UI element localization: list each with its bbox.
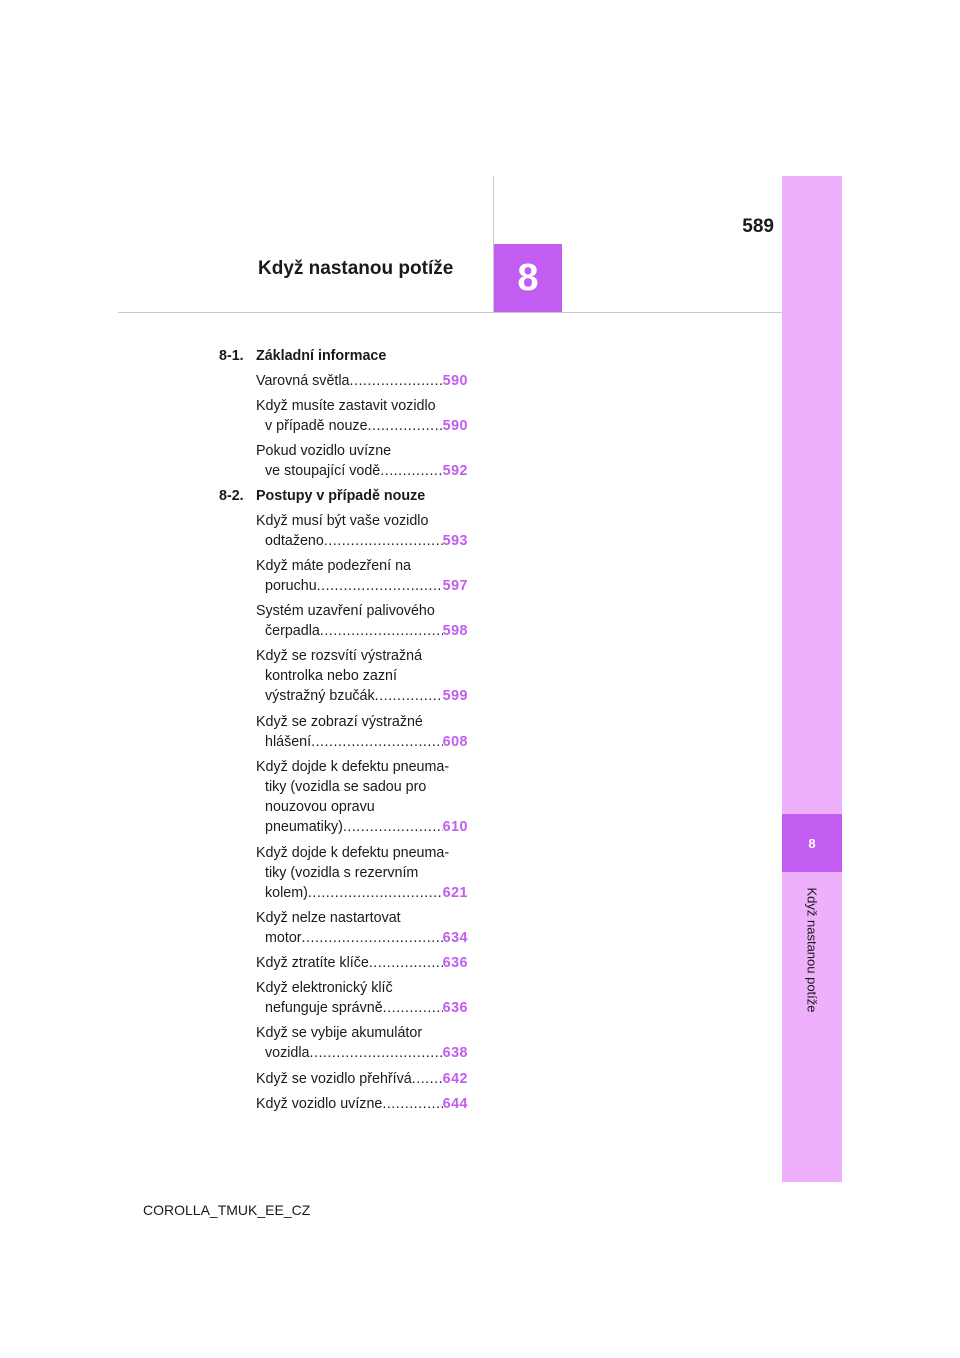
entry-page-link[interactable]: 642 [442,1071,468,1087]
section-title: Postupy v případě nouze [256,488,426,504]
page-number: 589 [742,216,774,237]
entry-text: Když ztratíte klíče [256,955,369,971]
toc-section-heading[interactable] [219,486,469,506]
toc-entry[interactable] [256,556,468,596]
entry-text: hlášení [265,734,312,750]
entry-text: ve stoupající vodě [265,463,381,479]
entry-text: Když se zobrazí výstražné [256,714,423,730]
entry-page-link[interactable]: 593 [442,533,468,549]
leader-dots [382,1094,442,1114]
entry-text: Varovná světla [256,373,350,389]
leader-dots [412,1069,443,1089]
entry-text: čerpadla [265,623,320,639]
toc-entry[interactable] [256,511,468,551]
entry-text: odtaženo [265,533,324,549]
entry-page-link[interactable]: 636 [442,955,468,971]
entry-text: Když vozidlo uvízne [256,1096,383,1112]
toc-section-heading[interactable] [219,346,469,366]
toc-entry[interactable] [256,843,468,903]
entry-text: vozidla [265,1045,310,1061]
entry-text: pneumatiky) [265,819,343,835]
entry-text: kontrolka nebo zazní [265,668,397,684]
leader-dots [310,1043,443,1063]
side-tab-number: 8 [808,835,816,851]
entry-page-link[interactable]: 621 [442,885,468,901]
entry-text: výstražný bzučák [265,688,375,704]
leader-dots [350,371,443,391]
entry-page-link[interactable]: 638 [442,1045,468,1061]
toc-entry[interactable] [256,978,468,1018]
chapter-title: Když nastanou potíže [258,258,454,279]
entry-text: nefunguje správně [265,1000,383,1016]
toc-entry[interactable] [256,908,468,948]
entry-text: Když nelze nastartovat [256,910,401,926]
chapter-side-strip [782,176,842,1182]
entry-page-link[interactable]: 644 [442,1096,468,1112]
leader-dots [311,732,443,752]
leader-dots [308,883,443,903]
toc-entry[interactable] [256,601,468,641]
toc-entry[interactable] [256,1094,468,1114]
entry-text: Systém uzavření palivového [256,603,435,619]
header-divider-horizontal [118,312,782,313]
entry-text: Když dojde k defektu pneuma- [256,759,450,775]
leader-dots [324,531,443,551]
entry-text: Když musí být vaše vozidlo [256,513,429,529]
section-number: 8-2. [219,488,244,504]
toc-entry[interactable] [256,953,468,973]
section-number: 8-1. [219,348,244,364]
entry-page-link[interactable]: 634 [442,930,468,946]
entry-text: v případě nouze [265,418,368,434]
entry-text: Když se rozsvítí výstražná [256,648,423,664]
leader-dots [375,686,443,706]
entry-text: Když musíte zastavit vozidlo [256,398,436,414]
entry-page-link[interactable]: 599 [442,688,468,704]
toc-entry[interactable] [256,1023,468,1063]
entry-text: Když se vozidlo přehřívá [256,1071,412,1087]
section-title: Základní informace [256,348,387,364]
entry-text: Když dojde k defektu pneuma- [256,845,450,861]
entry-page-link[interactable]: 592 [442,463,468,479]
leader-dots [343,817,443,837]
entry-page-link[interactable]: 608 [442,734,468,750]
entry-text: tiky (vozidla s rezervním [265,865,419,881]
toc-entry[interactable] [256,1069,468,1089]
entry-text: motor [265,930,302,946]
entry-page-link[interactable]: 598 [442,623,468,639]
leader-dots [380,461,442,481]
leader-dots [368,416,443,436]
entry-text: Když elektronický klíč [256,980,393,996]
toc-entry[interactable] [256,712,468,752]
chapter-number-box [494,244,562,312]
leader-dots [383,998,443,1018]
entry-text: Pokud vozidlo uvízne [256,443,392,459]
chapter-side-tab[interactable] [782,814,842,872]
entry-page-link[interactable]: 636 [442,1000,468,1016]
toc-entry[interactable] [256,757,468,837]
entry-text: Když se vybije akumulátor [256,1025,423,1041]
entry-text: tiky (vozidla se sadou pro [265,779,427,795]
entry-text: poruchu [265,578,317,594]
chapter-number: 8 [517,256,539,299]
entry-page-link[interactable]: 597 [442,578,468,594]
leader-dots [302,928,443,948]
leader-dots [320,621,443,641]
leader-dots [317,576,443,596]
toc-entry[interactable] [256,441,468,481]
entry-text: kolem) [265,885,308,901]
side-tab-label: Když nastanou potíže [804,887,820,1013]
entry-text: Když máte podezření na [256,558,411,574]
toc-entry[interactable] [256,646,468,706]
leader-dots [369,953,443,973]
entry-page-link[interactable]: 590 [442,373,468,389]
entry-page-link[interactable]: 610 [442,819,468,835]
document-code: COROLLA_TMUK_EE_CZ [143,1202,311,1218]
entry-page-link[interactable]: 590 [442,418,468,434]
toc-entry[interactable] [256,396,468,436]
toc-entry[interactable] [256,371,468,391]
entry-text: nouzovou opravu [265,799,375,815]
